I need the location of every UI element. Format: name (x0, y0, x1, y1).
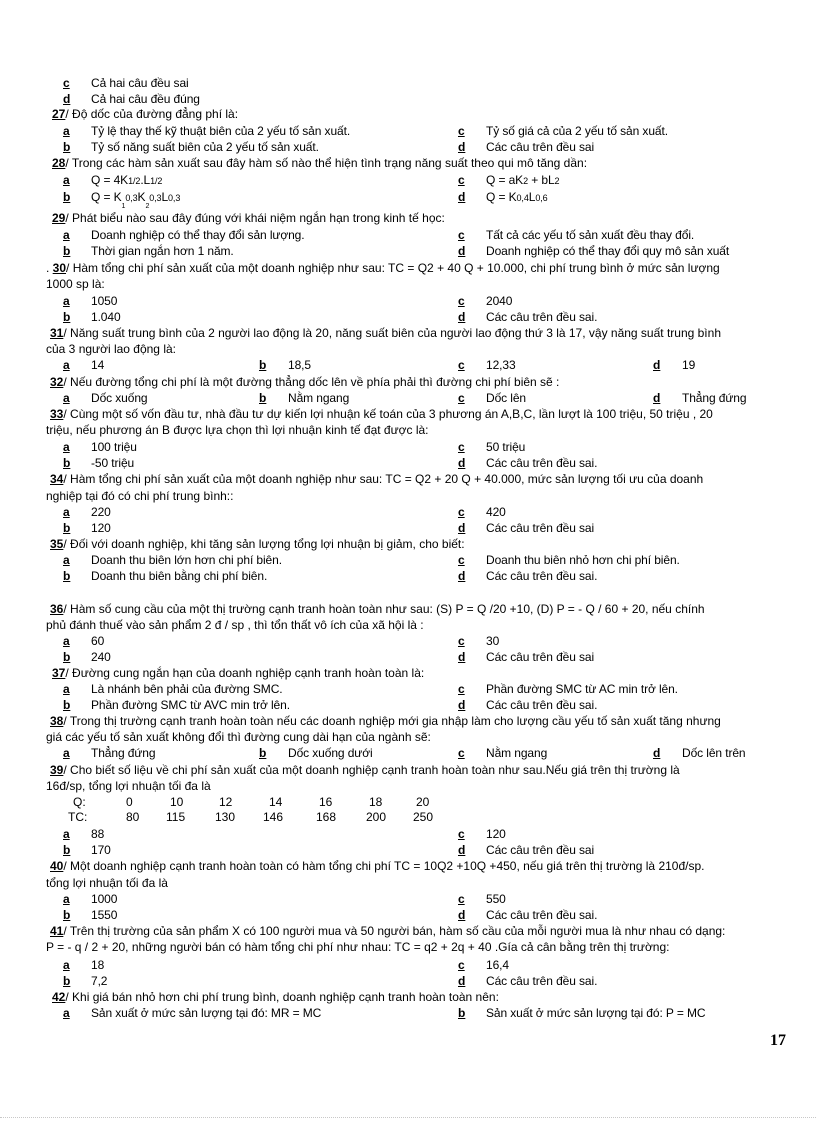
option-text: 88 (91, 827, 105, 841)
option-label: a (63, 682, 70, 696)
option-label: a (63, 294, 70, 308)
formula-c: Q = aK2 + bL2 (486, 173, 560, 187)
option-text: Thẳng đứng (91, 746, 156, 760)
option-text: Các câu trên đều sai. (486, 310, 598, 324)
table-cell: 0 (126, 795, 133, 809)
option-text: Doanh thu biên lớn hơn chi phí biên. (91, 553, 282, 567)
option-label: b (63, 698, 71, 712)
question-40-cont: tổng lợi nhuận tối đa là (46, 876, 168, 890)
table-cell: 130 (215, 810, 236, 824)
page-number: 17 (770, 1032, 786, 1049)
option-label: c (458, 391, 465, 405)
option-label: d (458, 843, 466, 857)
option-text: Các câu trên đều sai. (486, 698, 598, 712)
option-text: Tất cả các yếu tố sản xuất đều thay đổi. (486, 228, 695, 242)
option-text: Dốc lên trên (682, 746, 746, 760)
question-27: 27/ Độ dốc của đường đẳng phí là: (52, 107, 239, 121)
option-label: d (458, 244, 466, 258)
option-text: Các câu trên đều sai (486, 843, 595, 857)
option-text: 420 (486, 505, 506, 519)
cost-table (0, 795, 816, 827)
table-cell: 200 (366, 810, 387, 824)
option-text: 18,5 (288, 358, 311, 372)
option-label: a (63, 1006, 70, 1020)
option-text: Các câu trên đều sai (486, 650, 595, 664)
option-text: Phần đường SMC từ AC min trở lên. (486, 682, 678, 696)
question-32: 32/ Nếu đường tổng chi phí là một đường thẳng dốc lên về phía phải thì đường chi phí biên sẽ : (50, 375, 560, 389)
option-text: Là nhánh bên phải của đường SMC. (91, 682, 283, 696)
question-35: 35/ Đối với doanh nghiệp, khi tăng sản lượng tổng lợi nhuận bị giảm, cho biết: (50, 537, 465, 551)
option-text: Các câu trên đều sai. (486, 974, 598, 988)
option-label: a (63, 634, 70, 648)
table-cell: 12 (219, 795, 233, 809)
question-39: 39/ Cho biết số liệu về chi phí sản xuất của một doanh nghiệp cạnh tranh hoàn toàn như sau.Nếu giá trên thị trường là (50, 763, 680, 777)
question-36-cont: phủ đánh thuế vào sản phẩm 2 đ / sp , thì tổn thất vô ích của xã hội là : (46, 618, 424, 632)
option-label: b (259, 746, 267, 760)
option-label: c (458, 173, 465, 187)
option-label: a (63, 173, 70, 187)
option-label: a (63, 553, 70, 567)
option-label: b (458, 1006, 466, 1020)
option-label: d (458, 569, 466, 583)
option-text: 16,4 (486, 958, 509, 972)
option-label: b (63, 650, 71, 664)
option-text: 1.040 (91, 310, 121, 324)
option-label: b (63, 974, 71, 988)
page-bottom-divider (0, 1117, 816, 1118)
option-label: a (63, 892, 70, 906)
option-text: Doanh thu biên bằng chi phí biên. (91, 569, 268, 583)
option-label: c (458, 746, 465, 760)
option-text: Sản xuất ở mức sản lượng tại đó: MR = MC (91, 1006, 322, 1020)
formula-a: Q = 4K1/2.L1/2 (91, 173, 163, 187)
option-text: 19 (682, 358, 696, 372)
option-label: c (458, 553, 465, 567)
option-text: Doanh nghiệp có thể thay đổi sản lượng. (91, 228, 305, 242)
option-text: Thẳng đứng (682, 391, 747, 405)
option-label: d (458, 140, 466, 154)
option-label: d (458, 310, 466, 324)
question-33: 33/ Cùng một số vốn đầu tư, nhà đầu tư dự kiến lợi nhuận kế toán của 3 phương án A,B,C, lần lượt là 100 triệu, 50 triệu , 20 (50, 407, 713, 421)
option-text: 120 (91, 521, 111, 535)
option-text: Doanh thu biên nhỏ hơn chi phí biên. (486, 553, 680, 567)
question-41-cont: P = - q / 2 + 20, những người bán có hàm tổng chi phí như nhau: TC = q2 + 2q + 40 .Gía cả cân bằng trên thị trường: (46, 940, 670, 954)
option-label: c (458, 358, 465, 372)
option-label: d (458, 650, 466, 664)
option-text: Các câu trên đều sai. (486, 569, 598, 583)
formula-d: Q = K0,4L0,6 (486, 190, 548, 204)
option-label: d (63, 92, 71, 106)
question-38: 38/ Trong thị trường cạnh tranh hoàn toàn nếu các doanh nghiệp mới gia nhập làm cho lượng cầu yếu tố sản xuất tăng nhưng (50, 714, 721, 728)
option-text: Cả hai câu đều đúng (91, 92, 200, 106)
question-41: 41/ Trên thị trường của sản phẩm X có 100 người mua và 50 người bán, hàm số cầu của mỗi người mua là như nhau có dạng: (50, 924, 726, 938)
question-37: 37/ Đường cung ngắn hạn của doanh nghiệp cạnh tranh hoàn toàn là: (52, 666, 425, 680)
option-text: Các câu trên đều sai. (486, 908, 598, 922)
option-label: b (259, 391, 267, 405)
option-label: a (63, 391, 70, 405)
option-label: c (458, 892, 465, 906)
option-text: Thời gian ngắn hơn 1 năm. (91, 244, 234, 258)
option-label: b (63, 456, 71, 470)
option-label: d (653, 358, 661, 372)
option-text: 14 (91, 358, 105, 372)
option-text: Dốc xuống (91, 391, 148, 405)
option-label: c (458, 440, 465, 454)
option-text: Cả hai câu đều sai (91, 76, 189, 90)
table-q-label: Q: (73, 795, 86, 809)
question-30-cont: 1000 sp là: (46, 277, 105, 291)
option-text: -50 triệu (91, 456, 135, 470)
option-label: a (63, 827, 70, 841)
option-label: b (63, 244, 71, 258)
option-label: d (653, 746, 661, 760)
question-33-cont: triệu, nếu phương án B được lựa chọn thì lợi nhuận kinh tế đạt được là: (46, 423, 429, 437)
option-text: Nằm ngang (288, 391, 350, 405)
option-label: b (63, 569, 71, 583)
question-36: 36/ Hàm số cung cầu của một thị trường cạnh tranh hoàn toàn như sau: (S) P = Q /20 +10, (D) P = - Q / 60 + 20, nếu chính (50, 602, 705, 616)
option-label: c (458, 505, 465, 519)
option-text: Doanh nghiệp có thể thay đổi quy mô sản xuất (486, 244, 730, 258)
question-34: 34/ Hàm tổng chi phí sản xuất của một doanh nghiệp như sau: TC = Q2 + 20 Q + 40.000, mức sản lượng tối ưu của doanh (50, 472, 704, 486)
option-text: Các câu trên đều sai (486, 140, 595, 154)
question-39-cont: 16đ/sp, tổng lợi nhuận tối đa là (46, 779, 211, 793)
option-label: a (63, 124, 70, 138)
question-42: 42/ Khi giá bán nhỏ hơn chi phí trung bình, doanh nghiệp cạnh tranh hoàn toàn nên: (52, 990, 499, 1004)
table-cell: 16 (319, 795, 333, 809)
option-text: 100 triệu (91, 440, 137, 454)
table-cell: 14 (269, 795, 283, 809)
option-text: Dốc xuống dưới (288, 746, 373, 760)
option-text: 2040 (486, 294, 513, 308)
option-label: d (458, 974, 466, 988)
question-30: . 30/ Hàm tổng chi phí sản xuất của một doanh nghiệp như sau: TC = Q2 + 40 Q + 10.000, chi phí trung bình ở mức sản lượng (46, 261, 720, 275)
option-text: 1550 (91, 908, 118, 922)
table-cell: 80 (126, 810, 140, 824)
option-text: Phần đường SMC từ AVC min trở lên. (91, 698, 290, 712)
option-label: a (63, 746, 70, 760)
question-29: 29/ Phát biểu nào sau đây đúng với khái niệm ngắn hạn trong kinh tế học: (52, 211, 445, 225)
option-text: 50 triệu (486, 440, 526, 454)
option-label: a (63, 440, 70, 454)
option-label: c (458, 827, 465, 841)
option-label: c (458, 634, 465, 648)
option-text: Tỷ lệ thay thế kỹ thuật biên của 2 yếu tố sản xuất. (91, 124, 351, 138)
option-label: c (458, 294, 465, 308)
table-cell: 115 (166, 810, 186, 824)
option-text: Tỷ số năng suất biên của 2 yếu tố sản xuất. (91, 140, 319, 154)
option-label: b (63, 190, 71, 204)
option-text: 18 (91, 958, 105, 972)
option-text: Sản xuất ở mức sản lượng tại đó: P = MC (486, 1006, 706, 1020)
option-label: c (458, 228, 465, 242)
option-label: b (63, 908, 71, 922)
option-label: c (458, 958, 465, 972)
table-cell: 146 (263, 810, 284, 824)
option-label: d (458, 456, 466, 470)
option-text: Các câu trên đều sai (486, 521, 595, 535)
option-label: d (458, 521, 466, 535)
option-label: b (63, 140, 71, 154)
option-label: b (63, 521, 71, 535)
option-text: 240 (91, 650, 111, 664)
table-cell: 250 (413, 810, 434, 824)
option-text: 1000 (91, 892, 118, 906)
question-40: 40/ Một doanh nghiệp cạnh tranh hoàn toàn có hàm tổng chi phí TC = 10Q2 +10Q +450, nếu giá trên thị trường là 210đ/sp. (50, 859, 705, 873)
option-label: d (653, 391, 661, 405)
option-text: 220 (91, 505, 111, 519)
option-label: a (63, 228, 70, 242)
option-label: a (63, 958, 70, 972)
option-label: d (458, 190, 466, 204)
option-label: d (458, 908, 466, 922)
table-cell: 168 (316, 810, 337, 824)
option-text: 550 (486, 892, 506, 906)
option-label: b (259, 358, 267, 372)
question-31: 31/ Năng suất trung bình của 2 người lao động là 20, năng suất biên của người lao động thứ 3 là 17, vậy năng suất trung bình (50, 326, 721, 340)
option-text: 170 (91, 843, 111, 857)
question-38-cont: giá các yếu tố sản xuất không đổi thì đường cung dài hạn của ngành sẽ: (46, 730, 431, 744)
option-label: c (458, 124, 465, 138)
option-text: 1050 (91, 294, 118, 308)
option-text: Các câu trên đều sai. (486, 456, 598, 470)
option-text: 60 (91, 634, 105, 648)
option-label: c (458, 682, 465, 696)
option-label: b (63, 310, 71, 324)
table-cell: 18 (369, 795, 383, 809)
formula-b: $Q = K_10,3K_20,3L0,3$ (91, 190, 181, 211)
option-label: a (63, 505, 70, 519)
question-34-cont: nghiệp tại đó có chi phí trung bình:: (46, 489, 234, 503)
option-text: 12,33 (486, 358, 516, 372)
option-label: c (63, 76, 70, 90)
table-cell: 10 (170, 795, 184, 809)
option-label: b (63, 843, 71, 857)
option-text: 30 (486, 634, 500, 648)
option-label: a (63, 358, 70, 372)
question-28: 28/ Trong các hàm sản xuất sau đây hàm số nào thể hiện tình trạng năng suất theo qui mô tăng dần: (52, 156, 588, 170)
option-text: Nằm ngang (486, 746, 548, 760)
option-text: 7,2 (91, 974, 108, 988)
option-text: 120 (486, 827, 506, 841)
option-text: Tỷ số giá cả của 2 yếu tố sản xuất. (486, 124, 668, 138)
question-31-cont: của 3 người lao động là: (46, 342, 176, 356)
table-cell: 20 (416, 795, 430, 809)
option-text: Dốc lên (486, 391, 526, 405)
option-label: d (458, 698, 466, 712)
table-tc-label: TC: (68, 810, 88, 824)
